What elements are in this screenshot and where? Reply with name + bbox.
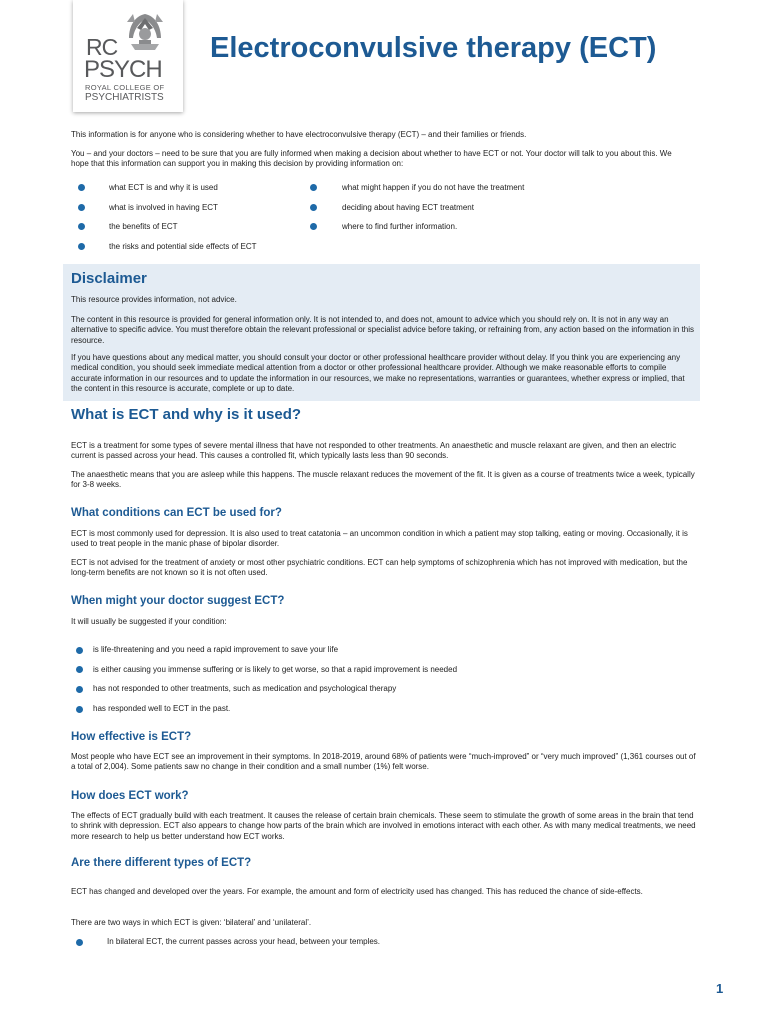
bullet-dot [78, 243, 85, 250]
page-title: Electroconvulsive therapy (ECT) [210, 32, 657, 64]
intro-paragraph-2: You – and your doctors – need to be sure that you are fully informed when making a decision about whether to have ECT or not. Your doctor will talk to you about this. We hope that this information can support you in making this decision by providing information on: [71, 149, 672, 169]
bullet-dot [310, 184, 317, 191]
what-is-paragraph-1: ECT is a treatment for some types of severe mental illness that have not responded to other treatments. An anaesthetic and muscle relaxant are given, and then an electric current is passed across your head. This causes a controlled fit, which typically lasts less than 90 seconds. [71, 441, 677, 461]
bullet-dot [310, 223, 317, 230]
types-paragraph-2: There are two ways in which ECT is given: ‘bilateral’ and ‘unilateral’. [71, 918, 312, 927]
intro-bullet: what is involved in having ECT [109, 203, 218, 212]
suggest-bullet: is either causing you immense suffering or is likely to get worse, so that a rapid improvement is needed [93, 665, 458, 674]
page-number: 1 [716, 981, 724, 996]
section-heading: How effective is ECT? [71, 731, 192, 743]
bullet-dot [76, 647, 83, 654]
intro-bullet: what ECT is and why it is used [109, 183, 218, 192]
intro-bullet: what might happen if you do not have the treatment [342, 183, 525, 192]
bullet-dot [78, 184, 85, 191]
section-heading: Are there different types of ECT? [71, 857, 252, 869]
bullet-dot [76, 686, 83, 693]
conditions-paragraph-2: ECT is not advised for the treatment of anxiety or most other psychiatric conditions. ECT can help symptoms of schizophrenia which has not improved with medication, but the long-term benefits are not known so it is not often used. [71, 558, 688, 578]
disclaimer-paragraph-2: The content in this resource is provided for general information only. It is not intended to, and does not, amount to advice which you should rely on. It is not in any way an alternative to specific advice. You must therefore obtain the relevant professional or specialist advice before taking, or refraining from, any action based on the information in this resource. [71, 315, 695, 345]
rcpsych-logo [73, 0, 183, 112]
section-heading: What conditions can ECT be used for? [71, 507, 282, 519]
bullet-dot [78, 223, 85, 230]
intro-bullet: the risks and potential side effects of ECT [109, 242, 257, 251]
suggest-bullet: has responded well to ECT in the past. [93, 704, 231, 713]
bullet-dot [76, 939, 83, 946]
logo-line2: PSYCHIATRISTS [85, 92, 164, 103]
disclaimer-paragraph-1: This resource provides information, not advice. [71, 295, 237, 304]
crest-icon [123, 8, 167, 56]
disclaimer-heading: Disclaimer [71, 270, 147, 287]
bullet-dot [76, 666, 83, 673]
types-bullet: In bilateral ECT, the current passes across your head, between your temples. [107, 937, 381, 946]
bullet-dot [310, 204, 317, 211]
intro-bullet: deciding about having ECT treatment [342, 203, 474, 212]
logo-line1: ROYAL COLLEGE OF [85, 83, 165, 92]
logo-psych: PSYCH [84, 56, 162, 83]
types-paragraph-1: ECT has changed and developed over the years. For example, the amount and form of electricity used has changed. This has reduced the chance of side-effects. [71, 887, 643, 896]
intro-paragraph-1: This information is for anyone who is considering whether to have electroconvulsive therapy (ECT) – and their families or friends. [71, 130, 527, 139]
work-paragraph: The effects of ECT gradually build with each treatment. It causes the release of certain brain chemicals. These seem to stimulate the growth of some areas in the brain that tend to shrink with depression. ECT also appears to change how parts of the brain which are involved in emotions interact with each other. As with many medical treatments, we need more research to help us better understand how ECT works. [71, 811, 696, 841]
bullet-dot [76, 706, 83, 713]
bullet-dot [78, 204, 85, 211]
section-heading: How does ECT work? [71, 790, 189, 802]
what-is-paragraph-2: The anaesthetic means that you are asleep while this happens. The muscle relaxant reduces the movement of the fit. It is given as a course of treatments twice a week, typically for 3-8 weeks. [71, 470, 695, 490]
effective-paragraph: Most people who have ECT see an improvement in their symptoms. In 2018-2019, around 68% of patients were “much-improved” or “very much improved” (1,361 courses out of a total of 2,004). Some patients saw no change in their condition and a small number (1%) felt worse. [71, 752, 696, 772]
suggest-paragraph: It will usually be suggested if your condition: [71, 617, 227, 626]
intro-bullet: where to find further information. [342, 222, 458, 231]
logo-rc: RC [86, 34, 118, 60]
suggest-bullet: has not responded to other treatments, such as medication and psychological therapy [93, 684, 397, 693]
section-heading: What is ECT and why is it used? [71, 406, 302, 423]
intro-bullet: the benefits of ECT [109, 222, 178, 231]
section-heading: When might your doctor suggest ECT? [71, 595, 285, 607]
suggest-bullet: is life-threatening and you need a rapid improvement to save your life [93, 645, 339, 654]
disclaimer-paragraph-3: If you have questions about any medical matter, you should consult your doctor or other professional healthcare provider without delay. If you think you are experiencing any medical condition, you should seek immediate medical attention from a doctor or other professional healthcare provider. Although we make reasonable efforts to compile accurate information in our resources and to update the information in our resources, we make no representations, warranties or guarantees, whether express or implied, that the content in this resource is accurate, complete or up to date. [71, 353, 685, 394]
conditions-paragraph-1: ECT is most commonly used for depression. It is also used to treat catatonia – an uncommon condition in which a patient may stop talking, eating or moving. Occasionally, it is used to treat people in the manic phase of bipolar disorder. [71, 529, 688, 549]
